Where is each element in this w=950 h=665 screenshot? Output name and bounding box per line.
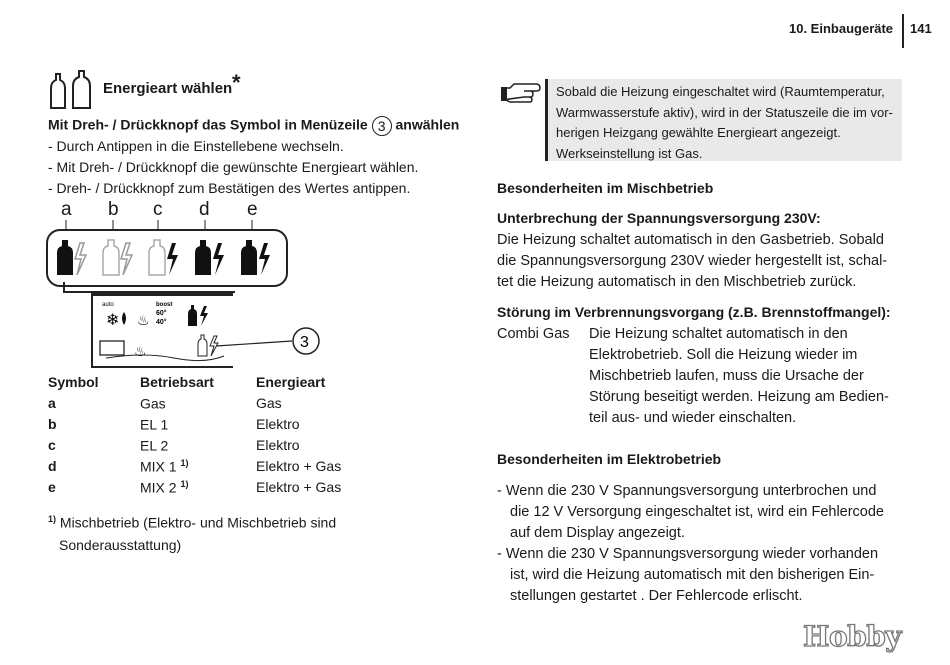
bottom-water-icon: ♨ [134, 343, 147, 359]
symbol-table [48, 374, 341, 500]
table-cell-mode: MIX 2 $^{1)}$ [140, 479, 189, 496]
menu-line-number: 3 [372, 116, 392, 136]
table-row [48, 395, 341, 416]
list-item-cont: auf dem Display angezeigt. [510, 525, 685, 541]
table-cell-mode: MIX 1 $^{1)}$ [140, 458, 189, 475]
step-1: - Durch Antippen in die Einstellebene wechseln. [48, 138, 344, 154]
instruction-text-end: anwählen [395, 116, 460, 133]
table-row [48, 479, 341, 500]
paragraph-line: Elektrobetrieb. Soll die Heizung wieder im [589, 347, 858, 363]
list-item-cont: die 12 V Versorgung eingeschaltet ist, wird ein Fehlercode [510, 504, 884, 520]
note-line: Warmwasserstufe aktiv), wird in der Statuszeile die im vor- [556, 104, 893, 120]
note-line: herigen Heizgang gewählte Energieart angezeigt. [556, 125, 841, 140]
header-divider [902, 14, 904, 48]
letter-a: a [61, 199, 72, 220]
symbol-e-icon [241, 240, 270, 275]
table-cell-mode: EL 2 [140, 437, 169, 454]
table-header: Symbol [48, 374, 99, 390]
footnote-line-1: Mischbetrieb (Elektro- und Mischbetrieb sind [59, 514, 337, 531]
note-box [545, 79, 902, 161]
footnote-line-2: Sonderausstattung) [59, 537, 182, 553]
elektro-list [497, 481, 884, 607]
table-cell-mode: Gas [140, 395, 166, 412]
symbol-d-icon [195, 240, 224, 275]
paragraph-line: die Spannungsversorgung 230V wieder hergestellt ist, schal- [497, 253, 888, 269]
list-item: - Wenn die 230 V Spannungsversorgung unterbrochen und [497, 483, 877, 499]
symbol-a-icon [57, 240, 86, 275]
symbol-b-icon [103, 240, 132, 275]
display-gas-icon [188, 305, 197, 326]
paragraph-unterbrechung [497, 230, 887, 293]
pointing-hand-icon [500, 82, 542, 104]
display-boost-label: boost [156, 302, 173, 308]
table-row [48, 416, 341, 437]
display-icons [94, 298, 230, 362]
snowflake-icon: ❄ [106, 312, 120, 329]
instruction-text: Mit Dreh- / Drückknopf das Symbol in Menüzeile [48, 116, 368, 133]
gas-bottles-icon [46, 68, 96, 110]
table-cell-symbol: d [48, 458, 57, 474]
bottom-gas-icon [198, 335, 207, 356]
table-cell-energy: Elektro [256, 416, 300, 432]
page-number: 141 [910, 21, 932, 36]
heading-mischbetrieb: Besonderheiten im Mischbetrieb [497, 180, 714, 196]
energy-symbols [48, 231, 284, 283]
table-header: Energieart [256, 374, 326, 390]
list-item-cont: ist, wird die Heizung automatisch mit den bisherigen Ein- [510, 567, 875, 583]
letter-b: b [108, 199, 119, 220]
table-row [48, 437, 341, 458]
section-star: * [232, 70, 241, 95]
table-cell-energy: Elektro + Gas [256, 458, 342, 474]
flame-icon [122, 312, 126, 325]
step-3: - Dreh- / Drückknopf zum Bestätigen des Wertes antippen. [48, 180, 411, 196]
letter-d: d [199, 199, 210, 220]
table-header-row [48, 374, 341, 395]
display-bolt-icon [200, 306, 208, 326]
footnote-mark: 1) [48, 514, 57, 524]
heading-stoerung: Störung im Verbrennungsvorgang (z.B. Brennstoffmangel): [497, 304, 891, 320]
heading-elektro: Besonderheiten im Elektrobetrieb [497, 451, 722, 467]
symbol-c-icon [149, 240, 178, 275]
section-title: Energieart wählen [103, 80, 233, 97]
hobby-logo: Hobby [803, 620, 902, 653]
table-cell-symbol: e [48, 479, 56, 495]
note-line: Sobald die Heizung eingeschaltet wird (Raumtemperatur, [556, 84, 885, 99]
table-header: Betriebsart [140, 374, 214, 390]
display-auto-label: auto [102, 302, 114, 308]
paragraph-line: Die Heizung schaltet automatisch in den Gasbetrieb. Sobald [497, 232, 884, 248]
list-item: - Wenn die 230 V Spannungsversorgung wieder vorhanden [497, 546, 879, 562]
heading-unterbrechung: Unterbrechung der Spannungsversorgung 230V: [497, 210, 821, 226]
display-40-label: 40° [156, 319, 167, 326]
table-cell-energy: Elektro + Gas [256, 479, 342, 495]
list-item-cont: stellungen gestartet . Der Fehlercode erlischt. [510, 588, 803, 604]
table-cell-energy: Elektro [256, 437, 300, 453]
combi-label: Combi Gas [497, 326, 570, 342]
display-60-label: 60° [156, 310, 167, 317]
letter-c: c [153, 199, 163, 220]
table-cell-mode: EL 1 [140, 416, 169, 433]
note-line: Werkseinstellung ist Gas. [556, 145, 703, 161]
chapter-title: 10. Einbaugeräte [789, 21, 894, 36]
water-heat-icon: ♨ [137, 312, 150, 328]
table-cell-energy: Gas [256, 395, 282, 411]
paragraph-line: Die Heizung schaltet automatisch in den [589, 326, 848, 342]
table-cell-symbol: a [48, 395, 56, 411]
paragraph-line: Störung beseitigt werden. Heizung am Bedien- [589, 389, 889, 405]
footnote [48, 514, 336, 531]
callout-number: 3 [300, 334, 309, 351]
instruction-heading [48, 116, 459, 136]
paragraph-line: tet die Heizung automatisch in den Mischbetrieb zurück. [497, 274, 857, 290]
table-row [48, 458, 341, 479]
paragraph-line: Mischbetrieb laufen, muss die Ursache der [589, 368, 864, 384]
letter-e: e [247, 199, 258, 220]
table-cell-symbol: c [48, 437, 56, 453]
step-2: - Mit Dreh- / Drückknopf die gewünschte Energieart wählen. [48, 159, 419, 175]
paragraph-line: teil aus- und wieder einschalten. [589, 410, 797, 426]
caravan-icon [100, 341, 124, 355]
table-cell-symbol: b [48, 416, 57, 432]
combi-text [589, 324, 889, 429]
callout-3 [216, 326, 326, 358]
